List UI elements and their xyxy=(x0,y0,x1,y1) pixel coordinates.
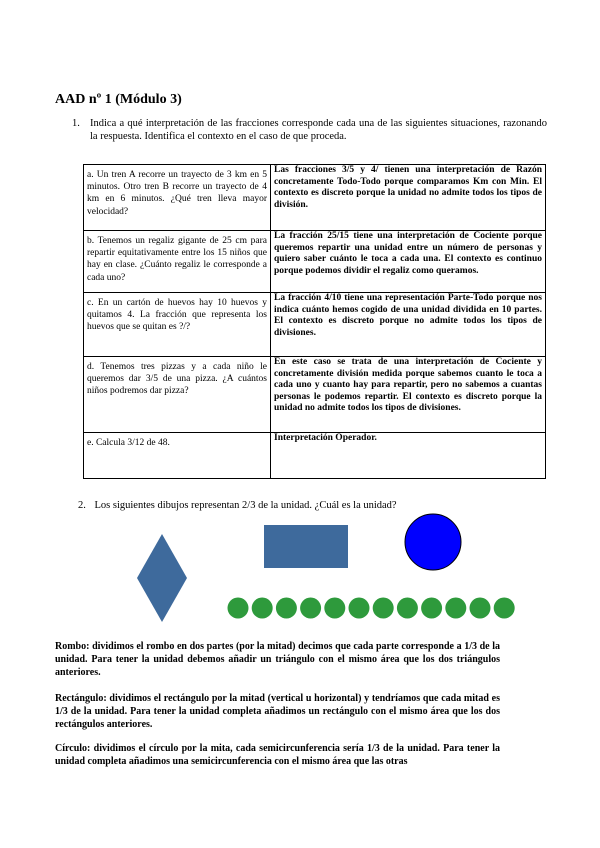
question-1-text: Indica a qué interpretación de las fracciones corresponde cada una de las siguientes situaciones, razonando la respuesta. Identifica el contexto en el caso de que proceda. xyxy=(90,118,547,142)
rhombus-shape xyxy=(137,534,187,622)
green-dot xyxy=(421,598,442,619)
green-dot xyxy=(397,598,418,619)
green-dot xyxy=(470,598,491,619)
page-title: AAD nº 1 (Módulo 3) xyxy=(55,92,182,107)
green-dot xyxy=(349,598,370,619)
green-dot xyxy=(494,598,515,619)
row-a-answer: Las fracciones 3/5 y 4/ tienen una interpretación de Razón concretamente Todo-Todo porque comparamos Km con Min. El contexto es discreto porque la unidad no admite todos los tipos de división. xyxy=(271,165,546,231)
question-2-number: 2. xyxy=(78,500,86,511)
row-b-answer: La fracción 25/15 tiene una interpretación de Cociente porque queremos repartir una unidad entre un número de personas y quiero saber cuánto le toca a cada una. El contexto es continuo porque podemos dividir el regaliz como queramos. xyxy=(271,231,546,293)
green-dot xyxy=(228,598,249,619)
green-dot xyxy=(324,598,345,619)
answer-rectangulo: Rectángulo: dividimos el rectángulo por la mitad (vertical u horizontal) y tendríamos que cada mitad es 1/3 de la unidad. Para tener la unidad completa añadimos un rectángulo con el mismo área que los dos rectángulos anteriores. xyxy=(55,693,500,730)
row-e-answer: Interpretación Operador. xyxy=(271,433,546,479)
circle-shape xyxy=(405,514,461,570)
question-2-text: Los siguientes dibujos representan 2/3 de la unidad. ¿Cuál es la unidad? xyxy=(94,500,397,511)
green-dot xyxy=(445,598,466,619)
question-1-number: 1. xyxy=(72,118,80,129)
row-b-question: b. Tenemos un regaliz gigante de 25 cm para repartir equitativamente entre los 15 niños que hay en clase. ¿Cuánto regaliz le corresponde a cada uno? xyxy=(84,231,271,293)
row-e-question: e. Calcula 3/12 de 48. xyxy=(84,433,271,479)
green-dot xyxy=(373,598,394,619)
answer-rombo: Rombo: dividimos el rombo en dos partes (por la mitad) decimos que cada parte corresponde a 1/3 de la unidad. Para tener la unidad debemos añadir un triángulo con el mismo área que los dos triángulos anteriores. xyxy=(55,641,500,678)
dots-row xyxy=(228,598,515,619)
row-c-answer: La fracción 4/10 tiene una representación Parte-Todo porque nos indica cuánto hemos cogido de una unidad dividida en 10 partes. El contexto es discreto porque no admite todos los tipos de divisiones. xyxy=(271,293,546,357)
green-dot xyxy=(276,598,297,619)
row-d-question: d. Tenemos tres pizzas y a cada niño le queremos dar 3/5 de una pizza. ¿A cuántos niños podremos dar pizza? xyxy=(84,357,271,433)
green-dot xyxy=(300,598,321,619)
rectangle-shape xyxy=(264,525,348,568)
row-c-question: c. En un cartón de huevos hay 10 huevos y quitamos 4. La fracción que representa los huevos que se quitan es ?/? xyxy=(84,293,271,357)
green-dot xyxy=(252,598,273,619)
row-a-question: a. Un tren A recorre un trayecto de 3 km en 5 minutos. Otro tren B recorre un trayecto de 4 km en 6 minutos. ¿Qué tren lleva mayor velocidad? xyxy=(84,165,271,231)
answer-circulo: Círculo: dividimos el círculo por la mita, cada semicircunferencia sería 1/3 de la unidad. Para tener la unidad completa añadimos una semicircunferencia con el mismo área que las otras xyxy=(55,743,500,767)
row-d-answer: En este caso se trata de una interpretación de Cociente y concretamente división medida porque sabemos cuanto le toca a cada uno y cuanto hay para repartir, pero no sabemos a cuantas personas le podemos repartir. El contexto es discreto porque la unidad no admite todos los tipos de divisiones. xyxy=(271,357,546,433)
